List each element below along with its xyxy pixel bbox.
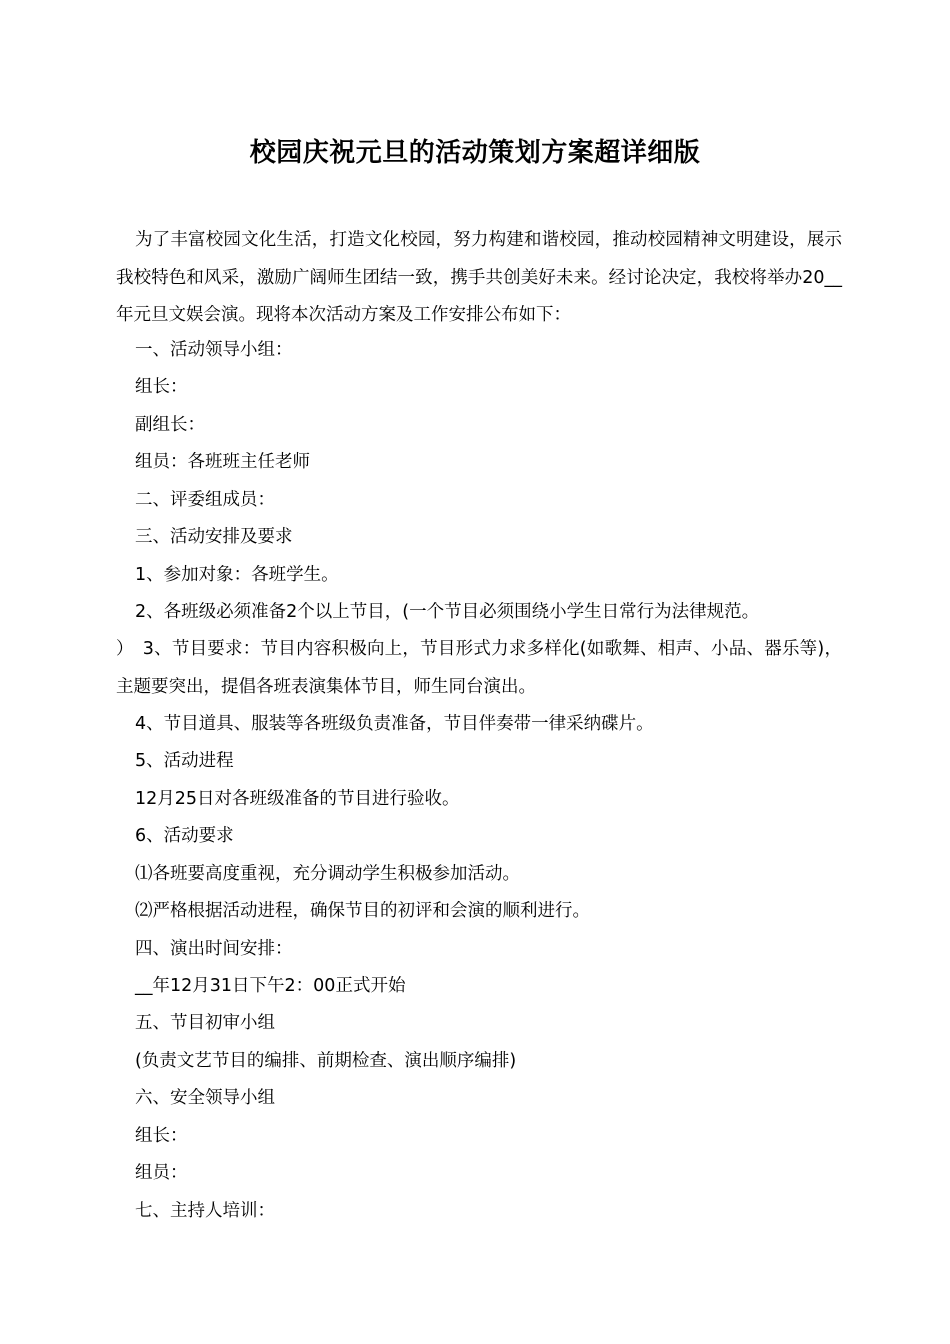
text-line: 组员：各班班主任老师 (135, 452, 310, 472)
section-heading-5: 五、节目初审小组 (135, 1013, 275, 1033)
text-line: (负责文艺节目的编排、前期检查、演出顺序编排) (135, 1051, 517, 1071)
text-line: 5、活动进程 (135, 751, 234, 771)
text-line: 组长： (135, 377, 188, 397)
text-line: 1、参加对象：各班学生。 (135, 565, 339, 585)
section-heading-3: 三、活动安排及要求 (135, 527, 293, 547)
text-line: ⑴各班要高度重视，充分调动学生积极参加活动。 (135, 864, 520, 884)
section-heading-4: 四、演出时间安排： (135, 939, 293, 959)
text-line: 副组长： (135, 415, 205, 435)
section-heading-7: 七、主持人培训： (135, 1201, 275, 1221)
text-line: 组长： (135, 1126, 188, 1146)
text-line: ⑵严格根据活动进程，确保节目的初评和会演的顺利进行。 (135, 901, 590, 921)
section-heading-2: 二、评委组成员： (135, 490, 275, 510)
document-title: 校园庆祝元旦的活动策划方案超详细版 (249, 138, 701, 168)
text-line: 2、各班级必须准备2个以上节目，(一个节目必须围绕小学生日常行为法律规范。 (135, 602, 760, 622)
section-heading-1: 一、活动领导小组： (135, 340, 293, 360)
text-line: 4、节目道具、服装等各班级负责准备，节目伴奏带一律采纳碟片。 (135, 714, 654, 734)
text-line: 12月25日对各班级准备的节目进行验收。 (135, 789, 460, 809)
text-line: 6、活动要求 (135, 826, 234, 846)
program-requirements-paragraph: ） 3、节目要求：节目内容积极向上，节目形式力求多样化(如歌舞、相声、小品、器乐等)，主题要突出，提倡各班表演集体节目，师生同台演出。 (116, 639, 842, 697)
section-heading-6: 六、安全领导小组 (135, 1088, 275, 1108)
text-line: 组员： (135, 1163, 188, 1183)
text-line: __年12月31日下午2：00正式开始 (135, 976, 406, 996)
intro-paragraph: 为了丰富校园文化生活，打造文化校园，努力构建和谐校园，推动校园精神文明建设，展示我校特色和风采，激励广阔师生团结一致，携手共创美好未来。经讨论决定，我校将举办20__年元旦文娱会演。现将本次活动方案及工作安排公布如下： (116, 230, 842, 325)
